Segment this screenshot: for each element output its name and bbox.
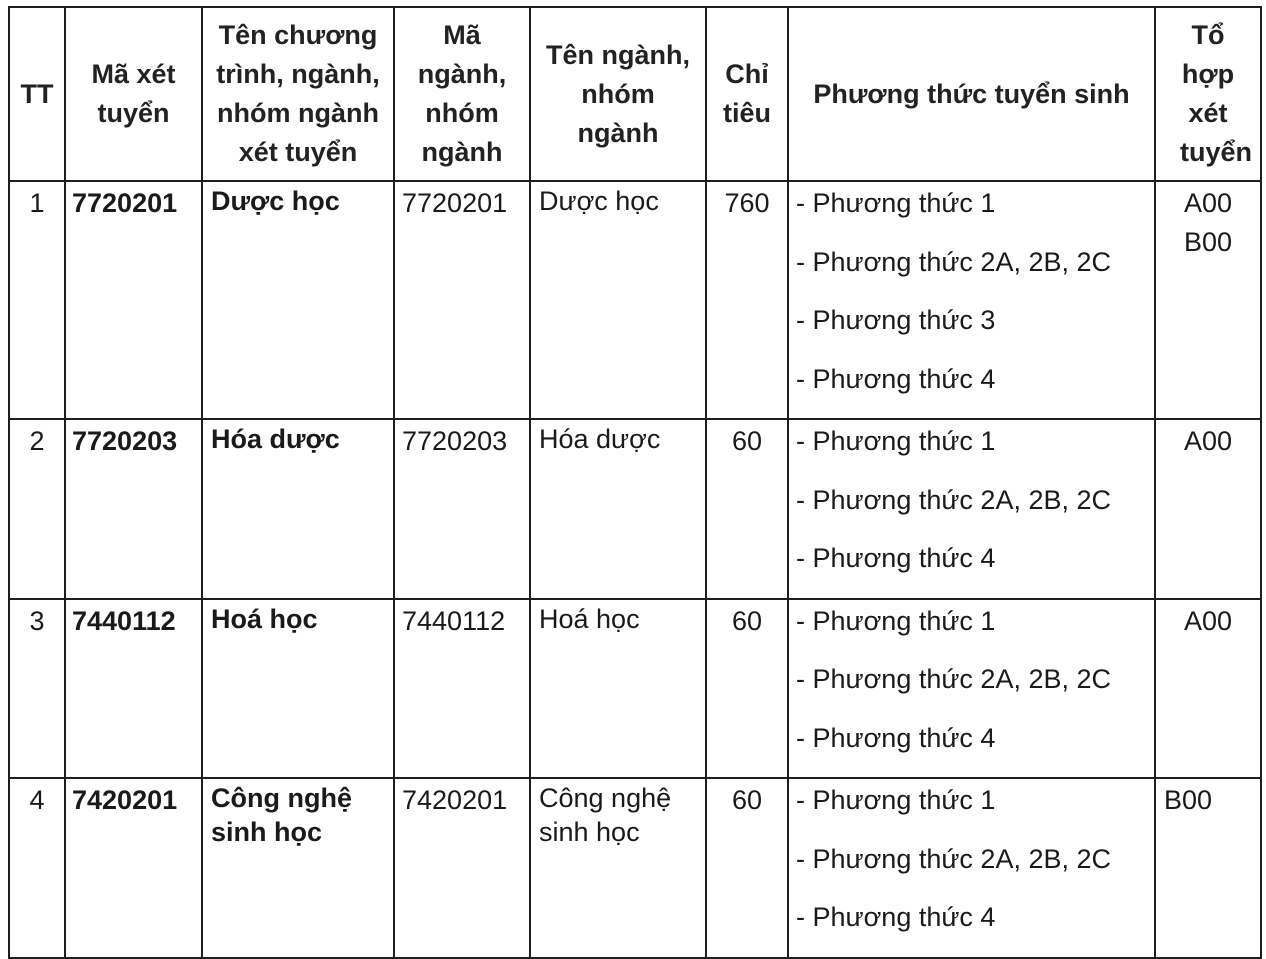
method-item: - Phương thức 1 <box>796 785 996 815</box>
header-quota <box>706 7 788 181</box>
cell-major-name: Hoá học <box>530 599 706 779</box>
method-item: - Phương thức 2A, 2B, 2C <box>796 484 1111 515</box>
header-combination <box>1155 7 1261 181</box>
method-item: - Phương thức 1 <box>796 605 996 636</box>
table-row <box>9 778 1261 958</box>
cell-methods <box>788 181 1155 419</box>
cell-combination <box>1155 778 1261 958</box>
header-admission-code <box>65 7 202 181</box>
cell-major-name: Dược học <box>530 181 706 419</box>
cell-admission-code: 7720203 <box>65 419 202 599</box>
cell-major-code: 7440112 <box>394 599 530 779</box>
cell-methods <box>788 419 1155 599</box>
method-item: - Phương thức 4 <box>796 363 996 394</box>
method-item: - Phương thức 4 <box>796 902 996 932</box>
cell-program-name: Dược học <box>202 181 394 419</box>
cell-tt: 2 <box>9 419 65 599</box>
cell-program-name: Hóa dược <box>202 419 394 599</box>
header-admission-code-text: Mã xét tuyển <box>91 59 176 128</box>
cell-quota: 60 <box>706 419 788 599</box>
cell-major-name: Hóa dược <box>530 419 706 599</box>
combination-item: A00 <box>1183 605 1233 636</box>
method-item: - Phương thức 4 <box>796 722 996 753</box>
cell-combination <box>1155 181 1261 419</box>
combination-item: B00 <box>1183 227 1233 257</box>
method-item: - Phương thức 1 <box>796 426 996 456</box>
combination-item: A00 <box>1183 426 1233 456</box>
header-combination-text: Tổ hợp xét tuyển <box>1180 20 1253 167</box>
header-major-name-text: Tên ngành, nhóm ngành <box>546 39 690 148</box>
cell-quota: 60 <box>706 778 788 958</box>
cell-admission-code: 7420201 <box>65 778 202 958</box>
cell-methods <box>788 778 1155 958</box>
cell-methods <box>788 599 1155 779</box>
header-row <box>9 7 1261 181</box>
method-item: - Phương thức 3 <box>796 305 996 335</box>
cell-program-name: Hoá học <box>202 599 394 779</box>
admission-table <box>8 6 1262 959</box>
cell-combination <box>1155 599 1261 779</box>
cell-tt: 4 <box>9 778 65 958</box>
header-methods: Phương thức tuyển sinh <box>788 7 1155 181</box>
method-item: - Phương thức 2A, 2B, 2C <box>796 664 1111 694</box>
cell-major-name: Công nghệ sinh học <box>530 778 706 958</box>
table-row <box>9 181 1261 419</box>
cell-quota: 60 <box>706 599 788 779</box>
cell-combination <box>1155 419 1261 599</box>
cell-admission-code: 7440112 <box>65 599 202 779</box>
combination-item: A00 <box>1183 188 1233 218</box>
table-row <box>9 419 1261 599</box>
combination-item: B00 <box>1164 785 1213 815</box>
header-major-code <box>394 7 530 181</box>
cell-major-code: 7720203 <box>394 419 530 599</box>
header-major-name <box>530 7 706 181</box>
header-tt: TT <box>9 7 65 181</box>
method-item: - Phương thức 1 <box>796 188 996 218</box>
cell-quota: 760 <box>706 181 788 419</box>
method-item: - Phương thức 2A, 2B, 2C <box>796 246 1111 277</box>
cell-major-code: 7420201 <box>394 778 530 958</box>
cell-tt: 3 <box>9 599 65 779</box>
method-item: - Phương thức 4 <box>796 543 996 573</box>
cell-major-code: 7720201 <box>394 181 530 419</box>
cell-tt: 1 <box>9 181 65 419</box>
table-row <box>9 599 1261 779</box>
method-item: - Phương thức 2A, 2B, 2C <box>796 843 1111 874</box>
cell-admission-code: 7720201 <box>65 181 202 419</box>
header-program-name: Tên chương trình, ngành, nhóm ngành xét tuyển <box>202 7 394 181</box>
header-quota-text: Chỉ tiêu <box>722 59 771 128</box>
cell-program-name: Công nghệ sinh học <box>202 778 394 958</box>
header-major-code-text: Mã ngành, nhóm ngành <box>417 20 507 167</box>
